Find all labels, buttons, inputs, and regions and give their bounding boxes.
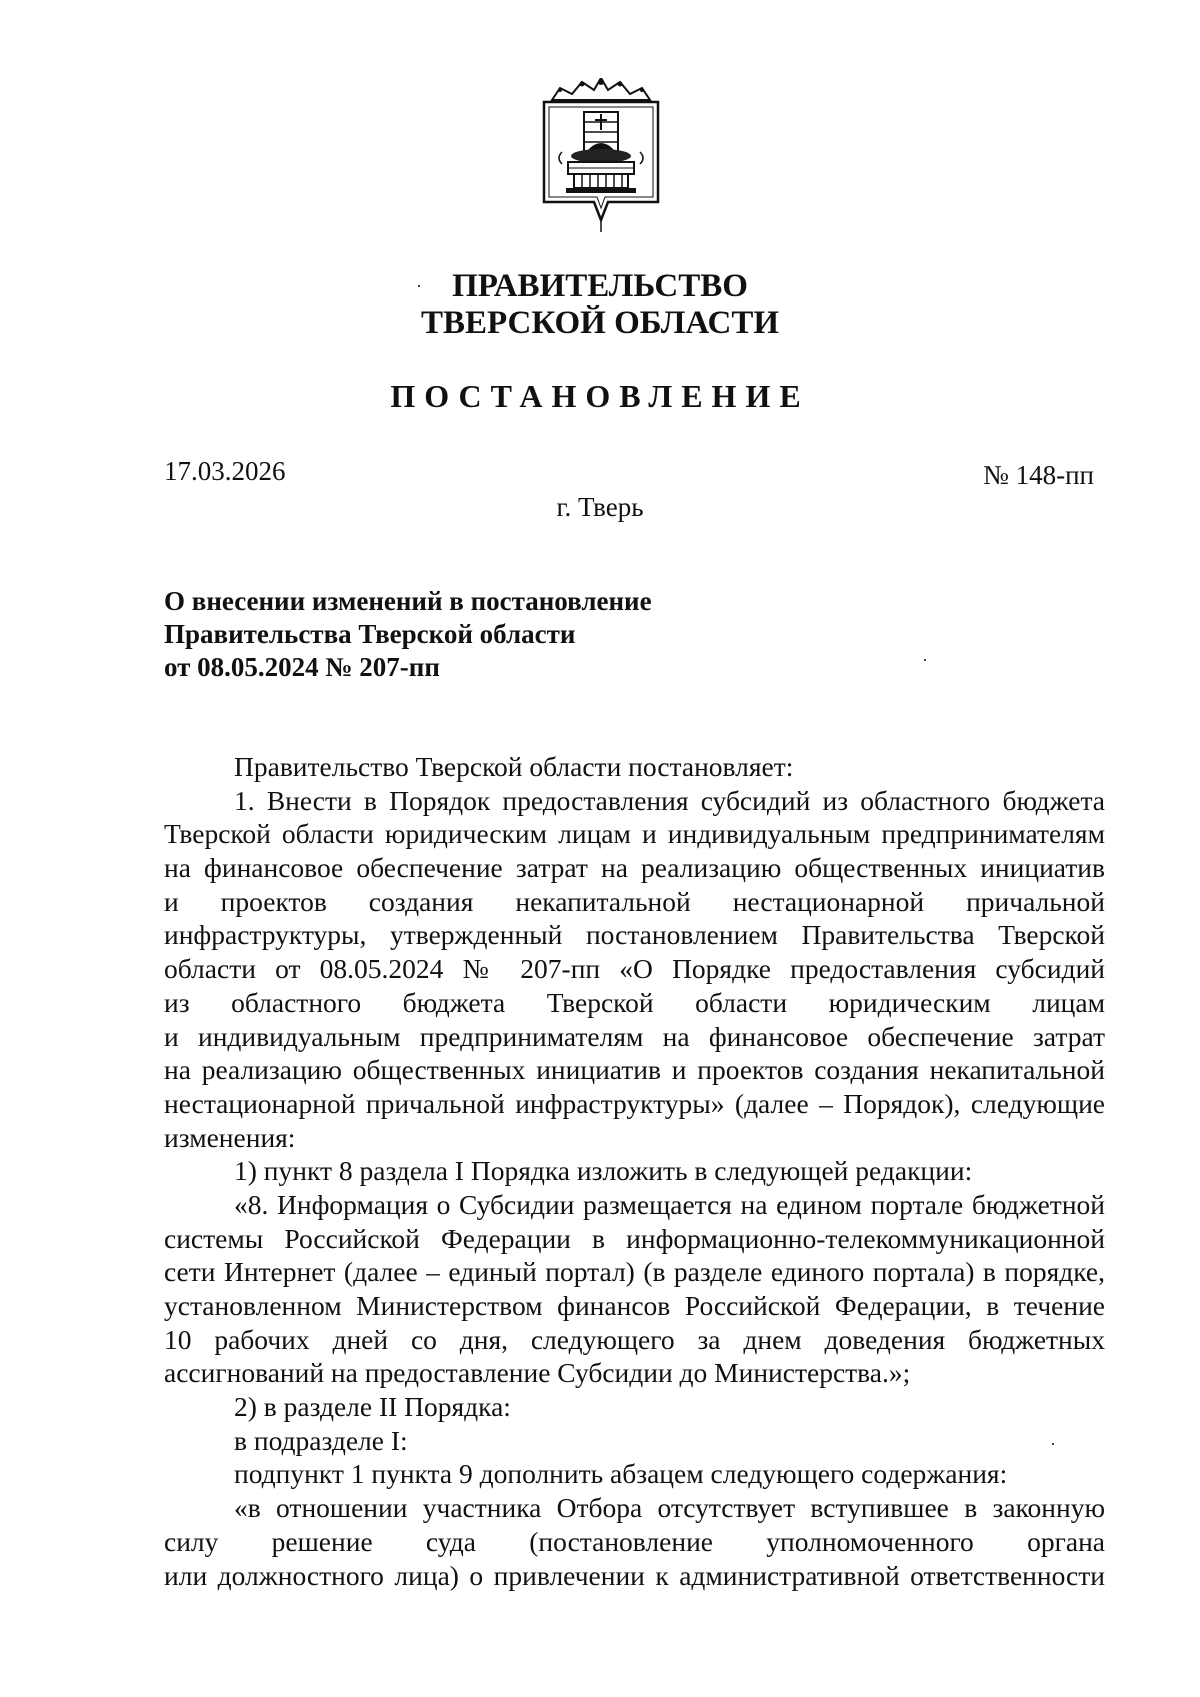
body-line: на финансовое обеспечение затрат на реализацию общественных инициатив	[164, 852, 1105, 884]
body-line: 2) в разделе II Порядка:	[234, 1391, 511, 1423]
government-name-line-2: ТВЕРСКОЙ ОБЛАСТИ	[420, 305, 780, 341]
coat-of-arms-icon	[538, 78, 664, 234]
body-line: из областного бюджета Тверской области юридическим лицам	[164, 986, 1105, 1018]
body-line: и проектов создания некапитальной нестационарной причальной	[164, 885, 1105, 917]
body-line: системы Российской Федерации в информационно-телекоммуникационной	[164, 1222, 1105, 1254]
document-subject	[164, 585, 652, 684]
coat-of-arms-emblem	[538, 78, 664, 234]
document-date: 17.03.2026	[164, 456, 286, 486]
subject-line: Правительства Тверской области	[164, 619, 576, 649]
body-line: нестационарной причальной инфраструктуры» (далее – Порядок), следующие	[164, 1087, 1105, 1119]
body-line: 10 рабочих дней со дня, следующего за днем доведения бюджетных	[164, 1323, 1105, 1355]
document-number: № 148-пп	[983, 460, 1094, 490]
body-line: ассигнований на предоставление Субсидии до Министерства.»;	[164, 1357, 911, 1389]
document-type-title: ПОСТАНОВЛЕНИЕ	[390, 378, 810, 414]
government-name-line-1: ПРАВИТЕЛЬСТВО	[452, 268, 748, 304]
body-line: подпункт 1 пункта 9 дополнить абзацем следующего содержания:	[234, 1458, 1008, 1490]
scan-speck: ·	[922, 650, 928, 670]
scan-speck: ·	[1050, 1434, 1056, 1454]
body-line: или должностного лица) о привлечении к административной ответственности	[164, 1559, 1105, 1591]
body-line: изменения:	[164, 1121, 296, 1153]
body-line: Тверской области юридическим лицам и индивидуальным предпринимателям	[164, 818, 1105, 850]
document-body	[164, 750, 1105, 1592]
body-line: Правительство Тверской области постановляет:	[234, 751, 794, 782]
body-line: в подразделе I:	[234, 1424, 408, 1456]
body-line: инфраструктуры, утвержденный постановлением Правительства Тверской	[164, 919, 1105, 951]
body-line: области от 08.05.2024 № 207-пп «О Порядке предоставления субсидий	[164, 953, 1105, 985]
body-line: 1) пункт 8 раздела I Порядка изложить в следующей редакции:	[234, 1155, 973, 1187]
body-line: 1. Внести в Порядок предоставления субсидий из областного бюджета	[234, 784, 1105, 816]
body-line: «8. Информация о Субсидии размещается на едином портале бюджетной	[234, 1188, 1105, 1220]
body-line: на реализацию общественных инициатив и проектов создания некапитальной	[164, 1054, 1105, 1086]
subject-line: О внесении изменений в постановление	[164, 586, 652, 616]
body-line: и индивидуальным предпринимателям на финансовое обеспечение затрат	[164, 1020, 1105, 1052]
body-line: сети Интернет (далее – единый портал) (в разделе единого портала) в порядке,	[164, 1256, 1105, 1288]
scan-speck: ·	[416, 276, 422, 296]
document-city: г. Тверь	[556, 492, 644, 522]
body-line: силу решение суда (постановление уполномоченного органа	[164, 1525, 1105, 1557]
body-line: «в отношении участника Отбора отсутствует вступившее в законную	[234, 1492, 1105, 1524]
subject-line: от 08.05.2024 № 207-пп	[164, 652, 440, 682]
body-line: установленном Министерством финансов Российской Федерации, в течение	[164, 1290, 1105, 1321]
